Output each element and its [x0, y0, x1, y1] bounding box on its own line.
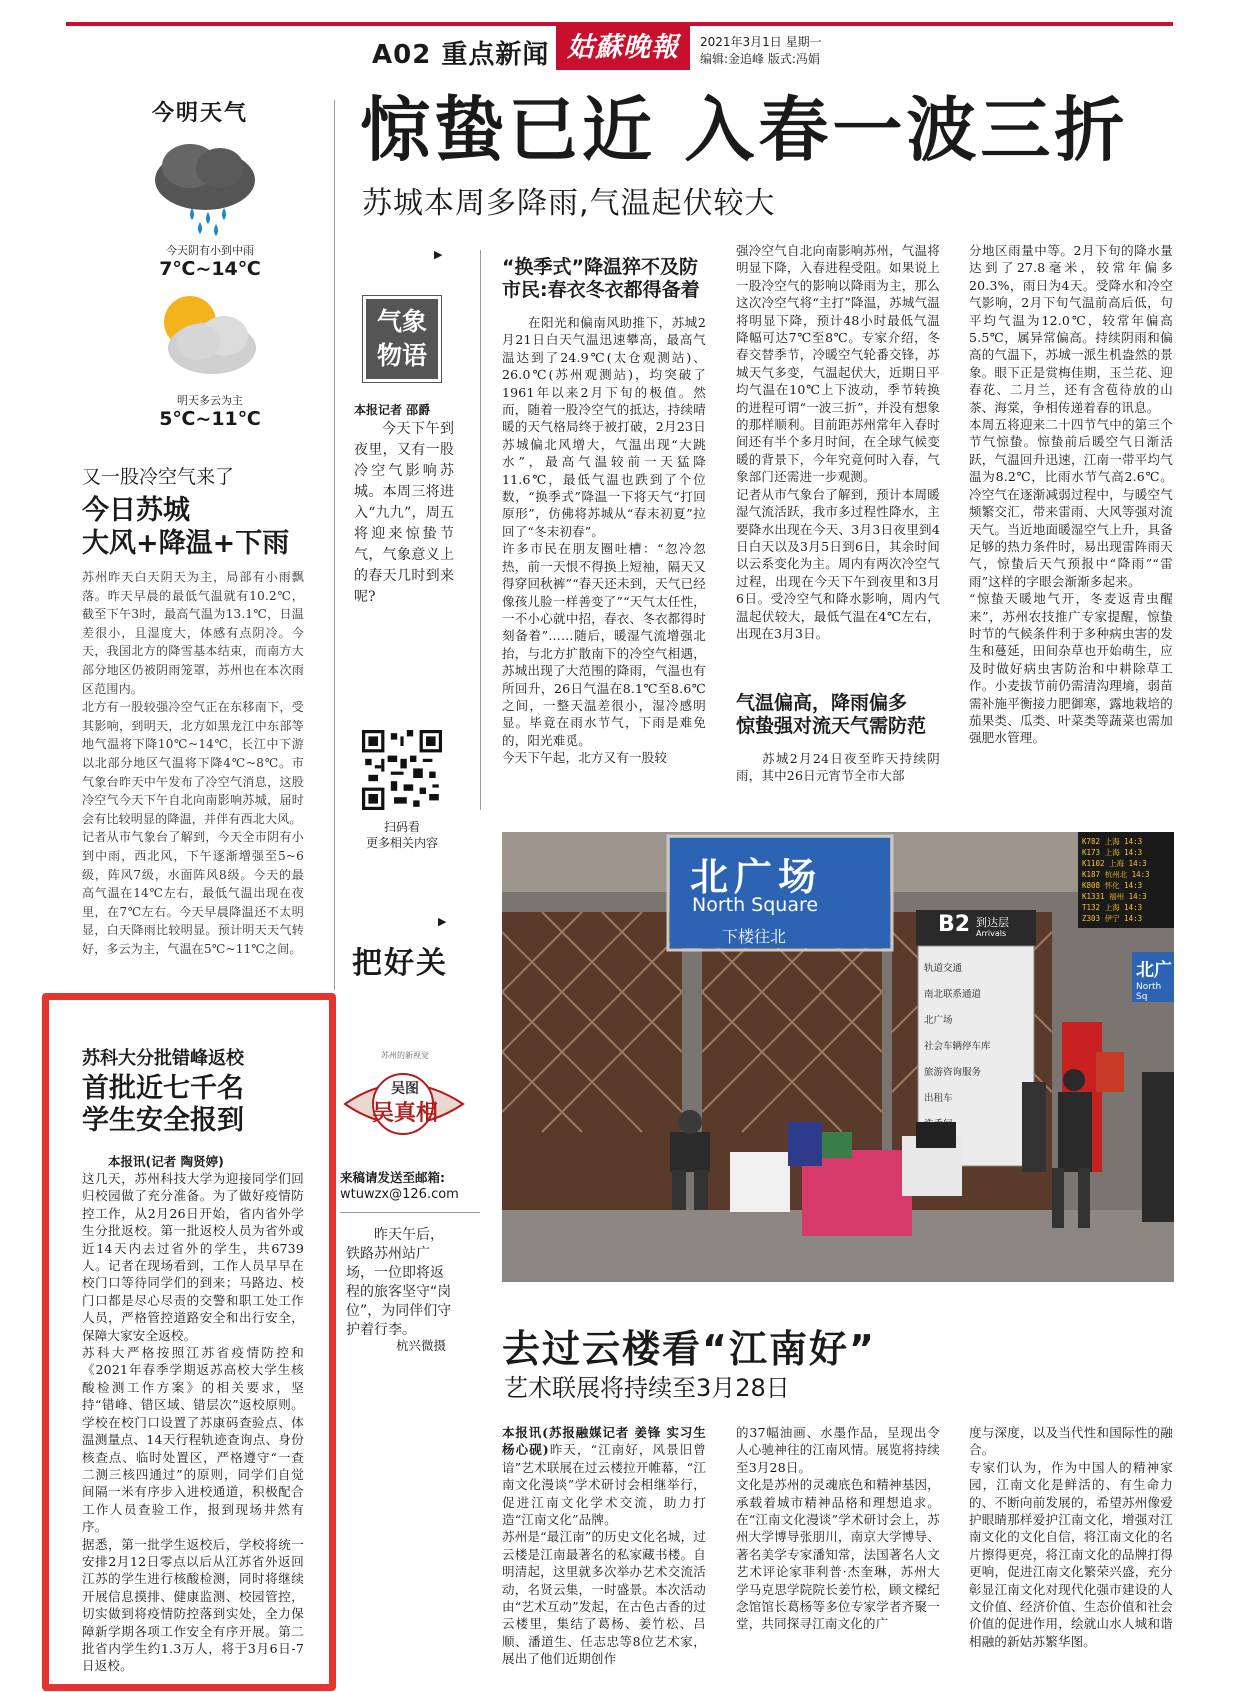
seal-word2: 吴真相	[371, 1100, 438, 1126]
qr-code[interactable]	[362, 730, 442, 810]
board-row: K173 上海 14:3	[1082, 848, 1143, 857]
campus-body: 这几天，苏州科技大学为迎接同学们回归校园做了充分准备。为了做好疫情防控工作，从2月26日开始，省内省外学生分批返校。第一批返校人员为省外或近14天内去过省外的学生，共6739人。记者在现场看到，工作人员早早在校门口等待同学们的到来；马路边、校门口都是尽心尽责的交警和职工处工作人员，严格管控道路安全和出行安全，保障大家安全返校。 苏科大严格按照江苏省疫情防控和《2021年春季学期返苏高校大学生核酸检测工作方案》的相关要求，坚持“错峰、错区域、错层次”返校原则。学校在校门口设置了苏康码查验点、体温测量点、14天行程轨迹查询点、身份核查点、临时处置区，严格遵守“一查二测三核四通过”的原则，同学们自觉间隔一米有序步入进校通道，积极配合工作人员查验工作，报到现场井然有序。 据悉，第一批学生返校后，学校将统一安排2月12日零点以后从江苏省外返回江苏的学生进行核酸检测，同时将继续开展信息摸排、健康监测、校园管控，切实做到将疫情防控落到实处，全力保障新学期各项工作安全有序开展。第二批省内学生约1.3万人，将于3月6日-7日返校。	[82, 1171, 304, 1674]
info-panel-item: 社会车辆停车库	[924, 1041, 991, 1052]
section2-title: 气温偏高，降雨偏多 惊蛰强对流天气需防范	[736, 692, 927, 737]
column-tag-text: 气象物语	[376, 307, 427, 370]
campus-byline: 本报讯(记者 陶贤婷)	[108, 1154, 224, 1169]
info-panel-item: 北广场	[924, 1015, 953, 1026]
campus-title-line2: 学生安全报到	[82, 1105, 244, 1136]
email-address[interactable]: wtuwzx@126.com	[340, 1187, 459, 1202]
art-byline: 本报讯(苏报融媒记者 姜锋 实习生 杨心砚)	[502, 1425, 706, 1458]
article-col2b: 苏城2月24日夜至昨天持续阴雨，其中26日元宵节全市大部	[736, 751, 940, 784]
tomorrow-temp: 5℃~11℃	[159, 408, 261, 430]
column-intro: 今天下午到夜里，又有一股冷空气影响苏城。本周三将进入“九九”，周五将迎来惊蛰节气，气象意义上的春天几时到来呢?	[354, 421, 454, 605]
cold-story-title-line1: 今日苏城	[82, 495, 190, 526]
board-row: T132 上海 14:3	[1082, 903, 1143, 912]
board-row: K1102 上海 14:3	[1082, 859, 1147, 868]
arrow-icon: ▶	[438, 915, 447, 928]
main-headline: 惊蛰已近 入春一波三折	[360, 89, 1129, 171]
partly-cloudy-icon	[150, 290, 260, 380]
station-sign-en: North Square	[692, 894, 819, 916]
editors-credit: 编辑:金追峰 版式:冯娟	[700, 52, 820, 66]
station-sign-sub: 下楼往北	[722, 927, 787, 946]
info-panel	[924, 956, 1030, 1138]
board-row: K782 上海 14:3	[1082, 837, 1143, 846]
column-tag	[363, 296, 441, 382]
cold-story-body: 苏州昨天白天阴天为主，局部有小雨飘落。昨天早晨的最低气温就有10.2℃，截至下午3时，最高气温为13.1℃，日温差很小，且湿度大，体感有点阴冷。今天，我国北方的降雪基本结束，而南方大部分地区仍被阴雨笼罩，苏州也在本次雨区范围内。 北方有一股较强冷空气正在东移南下，受其影响，到明天，北方如黑龙江中东部等地气温将下降10℃~14℃，长江中下游以北部分地区气温将下降4℃~8℃。市气象台昨天中午发布了冷空气消息，这股冷空气今天下午自北向南影响苏城，届时会有比较明显的降温，并伴有西北大风。 记者从市气象台了解到，今天全市阴有小到中雨，西北风，下午逐渐增强至5~6级，阵风7级，水面阵风8级。今天的最高气温在14℃左右，最低气温出现在夜里，在7℃左右。今天早晨降温还不太明显，白天降雨比较明显。预计明天天气转好，多云为主，气温在5℃~11℃之间。	[82, 570, 304, 956]
main-subheadline: 苏城本周多降雨,气温起伏较大	[362, 186, 776, 221]
photo-caption: 昨天午后，铁路苏州站广场，一位即将返程的旅客坚守“岗位”，为同伴们守护着行李。	[346, 1227, 452, 1338]
right-sign-en: North Sq	[1136, 982, 1162, 1002]
tomorrow-weather-desc: 明天多云为主	[177, 394, 243, 407]
qr-caption-line2: 更多相关内容	[365, 836, 438, 850]
art-col1-text: 昨天，“江南好，风景旧曾谙”艺术联展在过云楼拉开帷幕，“江南文化漫谈”学术研讨会相继举行，促进江南文化学术交流，助力打造“江南文化”品牌。 苏州是“最江南”的历史文化名城，过云楼是江南最著名的私家藏书楼。自明清起，这里就多次举办艺术交流活动，名贤云集，一时盛景。本次活动由“艺术互动”发起，在古色古香的过云楼里，集结了葛杨、姜竹松、吕顺、潘道生、任志忠等8位艺术家，展出了他们近期创作	[502, 1442, 706, 1667]
station-photo	[502, 832, 1174, 1282]
article-col3: 分地区雨量中等。2月下旬的降水量达到了27.8毫米，较常年偏多20.3%，雨日为4天。受降水和冷空气影响，2月下旬气温前高后低，句平均气温为12.0℃，较常年偏高5.5℃，属异常偏高。持续阴雨和偏高的气温下，苏城一派生机盎然的景象。眼下正是赏梅佳期，玉兰花、迎春花、二月兰，还有含苞待放的山茶、海棠，争相传递着春的讯息。 本周五将迎来二十四节气中的第三个节气惊蛰。惊蛰前后暖空气日渐活跃，气温回升迅速，江南一带平均气温为8.2℃，比雨水节气高2.6℃。冷空气在逐渐减弱过程中，与暖空气频繁交汇，带来雷雨、大风等强对流天气。当近地面暖湿空气上升，具备足够的热力条件时，易出现雷阵雨天气，惊蛰后天气预报中“降雨”“雷雨”这样的字眼会渐渐多起来。 “惊蛰天暖地气开，冬麦返青虫醒来”，苏州农技推广专家提醒，惊蛰时节的气候条件利于多种病虫害的发生和蔓延，田间杂草也开始萌生，应及时做好病虫害防治和中耕除草工作。小麦拔节前仍需清沟理墒，弱苗需补施平衡接力肥御寒，露地栽培的茄果类、瓜类、叶菜类等蔬菜也需加强肥水管理。	[969, 243, 1173, 746]
weather-title: 今明天气	[152, 101, 249, 126]
b2-label: B2	[938, 912, 971, 937]
today-weather-desc: 今天阴有小到中雨	[166, 244, 254, 257]
cold-story-title-line2: 大风+降温+下雨	[82, 528, 290, 559]
qr-caption-line1: 扫码看	[383, 820, 420, 834]
departure-board	[1082, 836, 1174, 924]
art-col3: 度与深度，以及当代性和国际性的融合。 专家们认为，作为中国人的精神家园，江南文化是鲜活的、有生命力的、不断向前发展的，希望苏州像爱护眼睛那样爱护江南文化，增强对江南文化的文化自信，将江南文化的名片擦得更亮，将江南文化的品牌打得更响，促进江南文化繁荣兴盛，充分彰显江南文化对现代化强市建设的人文价值、经济价值、生态价值和社会价值的促进作用，绘就山水人城和谐相融的新姑苏繁华图。	[969, 1425, 1173, 1649]
art-col1	[502, 1424, 706, 1688]
station-sign-cn: 北广场	[690, 855, 823, 899]
board-row: K1331 福州 14:3	[1082, 892, 1147, 901]
b2-sub: 到达层	[976, 916, 1009, 929]
info-panel-item: 旅游咨询服务	[924, 1067, 982, 1078]
column-divider	[334, 100, 335, 990]
page-section-label: A02 重点新闻	[372, 40, 550, 70]
campus-title-line1: 首批近七千名	[82, 1073, 244, 1104]
campus-kicker: 苏科大分批错峰返校	[82, 1048, 244, 1069]
seal-top-text: 苏州的新视觉	[381, 1051, 429, 1060]
info-panel-item: 洗手间	[924, 1119, 953, 1130]
board-row: K808 怀化 14:3	[1082, 881, 1143, 890]
board-row: Z303 伊宁 14:3	[1082, 914, 1143, 923]
today-temp: 7℃~14℃	[159, 258, 261, 280]
article-col1: 在阳光和偏南风助推下，苏城2月21日白天气温迅速攀高，最高气温达到了24.9℃(太仓观测站)、26.0℃(苏州观测站)，均突破了1961年以来2月下旬的极值。然而，随着一股冷空气的抵达，持续晴暖的天气格局终于被打破，2月23日苏城偏北风增大，气温出现“大跳水”，最高气温较前一天猛降11.6℃，最低气温也跌到了个位数，“换季式”降温一下将天气“打回原形”，仿佛将苏城从“春末初夏”拉回了“冬末初春”。 许多市民在朋友圈吐槽：“忽冷忽热，前一天恨不得换上短袖，隔天又得穿回秋裤”“春天还未到，天气已经像孩儿脸一样善变了”“天气太任性，一不小心就中招，春衣、冬衣都得时刻备着”……随后，暖湿气流增强北抬，与北方扩散南下的冷空气相遇，苏城出现了大范围的降雨，气温也有所回升，26日气温在8.1℃至8.6℃之间，一整天温差很小，湿冷感明显。毕竟在雨水节气，下雨是难免的，阳光难觅。 今天下午起，北方又有一股较	[502, 315, 706, 766]
arrow-icon: ▶	[434, 248, 443, 261]
info-panel-item: 轨道交通	[924, 963, 963, 974]
info-panel-item: 南北联系通道	[924, 989, 982, 1000]
b2-sub-en: Arrivals	[976, 929, 1007, 938]
divider	[340, 1212, 480, 1213]
issue-date: 2021年3月1日 星期一	[700, 35, 822, 49]
rain-cloud-icon	[150, 138, 260, 236]
column-byline: 本报记者 邵爵	[354, 403, 431, 417]
column-divider	[480, 250, 481, 810]
art-subtitle: 艺术联展将持续至3月28日	[504, 1374, 790, 1402]
guard-title: 把好关	[352, 946, 448, 981]
board-row: K187 杭州北 14:3	[1082, 870, 1150, 879]
cold-story-kicker: 又一股冷空气来了	[82, 466, 235, 488]
article-col2: 强冷空气自北向南影响苏州，气温将明显下降，入春进程受阻。如果说上一股冷空气的影响以降雨为主，那么这次冷空气将“主打”降温，苏城气温将明显下降，预计48小时最低气温降幅可达7℃至8℃。专家介绍，冬春交替季节，冷暖空气轮番交锋，苏城天气多变，气温起伏大，近期日平均气温在10℃上下波动，季节转换的进程可谓“一波三折”，并没有想象的那样顺利。目前距苏州常年入春时间还有半个多月时间，在全球气候变暖的背景下，今年究竟何时入春，气象部门还需进一步观测。 记者从市气象台了解到，预计本周暖湿气流活跃，我市多过程性降水，主要降水出现在今天、3月3日夜里到4日白天以及3月5日到6日，其余时间以云系变化为主。周内有两次冷空气过程，出现在今天下午到夜里和3月6日。受冷空气和降水影响，周内气温起伏较大，最低气温在4℃左右，出现在3月3日。	[736, 243, 940, 641]
right-sign: 北广	[1136, 960, 1172, 981]
art-col2: 的37幅油画、水墨作品，呈现出令人心驰神往的江南风情。展览将持续至3月28日。 文化是苏州的灵魂底色和精神基因，承载着城市精神品格和理想追求。在“江南文化漫谈”学术研讨会上，苏州大学博导张朋川，南京大学博导、著名美学专家潘知常，法国著名人文艺术评论家菲利普·杰奎琳，苏州大学马克思学院院长姜竹松，顾文樑纪念馆馆长葛杨等多位专家学者齐聚一堂，共同探寻江南文化的广	[736, 1425, 940, 1632]
art-title: 去过云楼看“江南好”	[502, 1327, 876, 1371]
photo-credit: 杭兴微摄	[396, 1338, 447, 1353]
email-label: 来稿请发送至邮箱:	[340, 1170, 445, 1185]
seal-word1: 吴图	[391, 1081, 419, 1097]
masthead-logo: 姑蘇晚報	[556, 26, 690, 70]
info-panel-item: 出租车	[924, 1093, 953, 1104]
section1-title: “换季式”降温猝不及防 市民:春衣冬衣都得备着	[502, 256, 700, 301]
